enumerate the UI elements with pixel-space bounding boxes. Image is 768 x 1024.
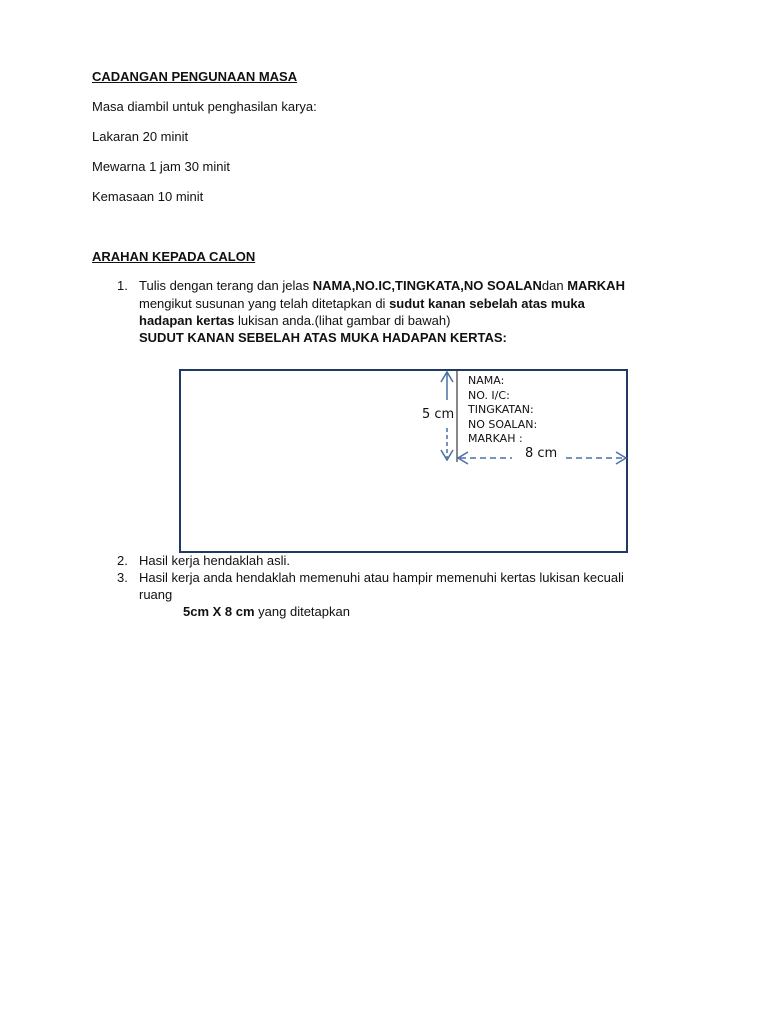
instruction-3-line3 [183,604,350,619]
paper-corner-diagram [179,369,628,553]
section-heading-time: CADANGAN PENGUNAAN MASA [92,69,298,84]
instruction-1-corner-title: SUDUT KANAN SEBELAH ATAS MUKA HADAPAN KERTAS: [139,330,507,345]
time-item-finishing: Kemasaan 10 minit [92,189,204,204]
width-label: 8 cm [525,446,558,461]
instruction-1-fields: NAMA,NO.IC,TINGKATA,NO SOALAN [312,278,542,293]
instruction-3-size: 5cm X 8 cm [183,604,255,619]
list-number-1: 1. [117,278,128,293]
height-label: 5 cm [422,407,455,422]
field-tingkatan: TINGKATAN: [468,403,534,416]
instruction-1-line2-text: mengikut susunan yang telah ditetapkan di [139,296,390,311]
instruction-1-line2-bold: sudut kanan sebelah atas muka [389,296,585,311]
instruction-1-text: Tulis dengan terang dan jelas [139,278,313,293]
list-number-3: 3. [117,570,128,585]
list-number-2: 2. [117,553,128,568]
instruction-1-line3-bold: hadapan kertas [139,313,235,328]
instruction-3-line2: ruang [139,587,173,602]
field-no-soalan: NO SOALAN: [468,418,538,431]
time-item-colour: Mewarna 1 jam 30 minit [92,159,230,174]
instruction-1-line3-text: lukisan anda.(lihat gambar di bawah) [234,313,451,328]
instruction-1-line1 [139,278,625,293]
field-markah: MARKAH : [468,432,523,445]
instruction-1-and: dan [541,278,568,293]
instruction-2-text: Hasil kerja hendaklah asli. [139,553,291,568]
field-noic: NO. I/C: [468,389,510,402]
instruction-1-line2 [139,296,585,311]
field-nama: NAMA: [468,374,505,387]
instruction-3-rest: yang ditetapkan [254,604,350,619]
time-item-sketch: Lakaran 20 minit [92,129,189,144]
section-heading-instructions: ARAHAN KEPADA CALON [92,249,256,264]
instruction-1-markah: MARKAH [567,278,625,293]
instruction-3-text: Hasil kerja anda hendaklah memenuhi atau hampir memenuhi kertas lukisan kecuali [139,570,624,585]
time-intro: Masa diambil untuk penghasilan karya: [92,99,317,114]
instruction-1-line3 [139,313,450,328]
